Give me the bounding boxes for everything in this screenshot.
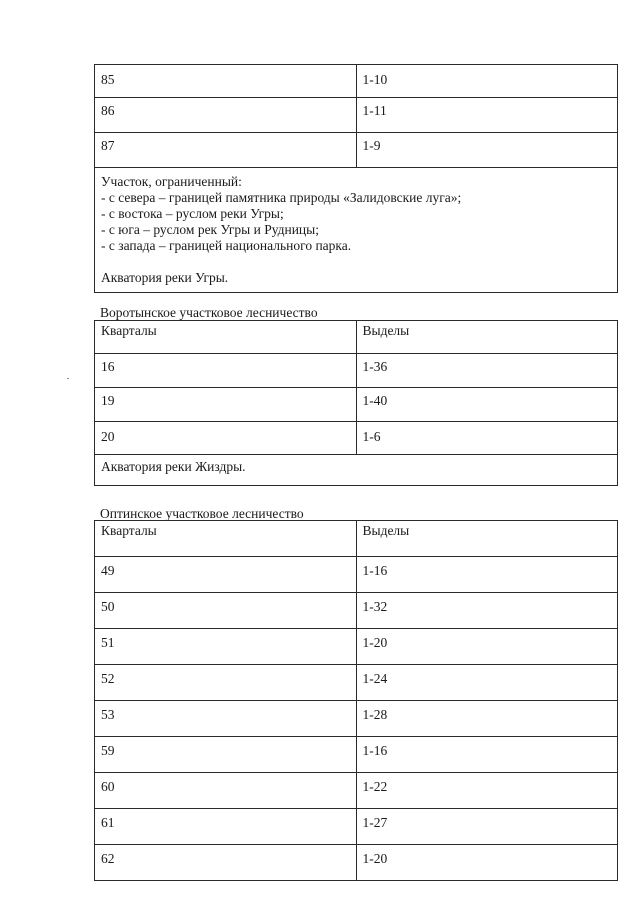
table-row <box>95 422 618 455</box>
quarter-cell: 52 <box>95 665 357 701</box>
table-row-note <box>95 168 618 293</box>
quarters-table-vorotynskoe <box>94 320 618 486</box>
quarter-cell: 87 <box>95 133 357 168</box>
table-row <box>95 98 618 133</box>
quarter-cell: 62 <box>95 845 357 881</box>
table-row <box>95 388 618 422</box>
water-area-note: Акватория реки Жиздры. <box>95 455 618 486</box>
boundary-description-cell <box>95 168 618 293</box>
blank-line <box>101 254 611 270</box>
table-row <box>95 557 618 593</box>
allotment-cell: 1-11 <box>356 98 618 133</box>
quarter-cell: 19 <box>95 388 357 422</box>
allotment-cell: 1-28 <box>356 701 618 737</box>
scan-speck <box>67 378 69 379</box>
allotment-cell: 1-40 <box>356 388 618 422</box>
allotment-cell: 1-16 <box>356 737 618 773</box>
table-row-note <box>95 455 618 486</box>
quarter-cell: 59 <box>95 737 357 773</box>
section-title-vorotynskoe: Воротынское участковое лесничество <box>100 305 318 320</box>
table-row <box>95 665 618 701</box>
quarter-cell: 16 <box>95 354 357 388</box>
note-line: - с юга – руслом рек Угры и Рудницы; <box>101 222 319 237</box>
note-line: - с запада – границей национального парка. <box>101 238 352 253</box>
allotment-cell: 1-6 <box>356 422 618 455</box>
table-header-row <box>95 521 618 557</box>
allotment-cell: 1-9 <box>356 133 618 168</box>
allotment-cell: 1-10 <box>356 65 618 98</box>
allotment-cell: 1-20 <box>356 629 618 665</box>
allotment-cell: 1-27 <box>356 809 618 845</box>
quarter-cell: 60 <box>95 773 357 809</box>
allotment-cell: 1-22 <box>356 773 618 809</box>
water-area-note: Акватория реки Угры. <box>101 270 229 285</box>
column-header-quarters: Кварталы <box>95 321 357 354</box>
note-line: Участок, ограниченный: <box>101 174 242 189</box>
quarter-cell: 85 <box>95 65 357 98</box>
column-header-allotments: Выделы <box>356 321 618 354</box>
allotment-cell: 1-24 <box>356 665 618 701</box>
table-row <box>95 629 618 665</box>
table-row <box>95 65 618 98</box>
table-row <box>95 773 618 809</box>
quarter-cell: 20 <box>95 422 357 455</box>
table-header-row <box>95 321 618 354</box>
note-line: - с востока – руслом реки Угры; <box>101 206 284 221</box>
quarter-cell: 51 <box>95 629 357 665</box>
table-row <box>95 701 618 737</box>
allotment-cell: 1-20 <box>356 845 618 881</box>
table-row <box>95 593 618 629</box>
section-title-optinskoe: Оптинское участковое лесничество <box>100 506 304 521</box>
column-header-allotments: Выделы <box>356 521 618 557</box>
quarter-cell: 53 <box>95 701 357 737</box>
table-row <box>95 354 618 388</box>
quarters-table-optinskoe <box>94 520 618 881</box>
allotment-cell: 1-32 <box>356 593 618 629</box>
allotment-cell: 1-16 <box>356 557 618 593</box>
quarter-cell: 49 <box>95 557 357 593</box>
quarter-cell: 61 <box>95 809 357 845</box>
table-row <box>95 845 618 881</box>
quarter-cell: 50 <box>95 593 357 629</box>
table-row <box>95 737 618 773</box>
note-line: - с севера – границей памятника природы «Залидовские луга»; <box>101 190 462 205</box>
quarters-table-continuation <box>94 64 618 293</box>
table-row <box>95 809 618 845</box>
table-row <box>95 133 618 168</box>
column-header-quarters: Кварталы <box>95 521 357 557</box>
allotment-cell: 1-36 <box>356 354 618 388</box>
quarter-cell: 86 <box>95 98 357 133</box>
